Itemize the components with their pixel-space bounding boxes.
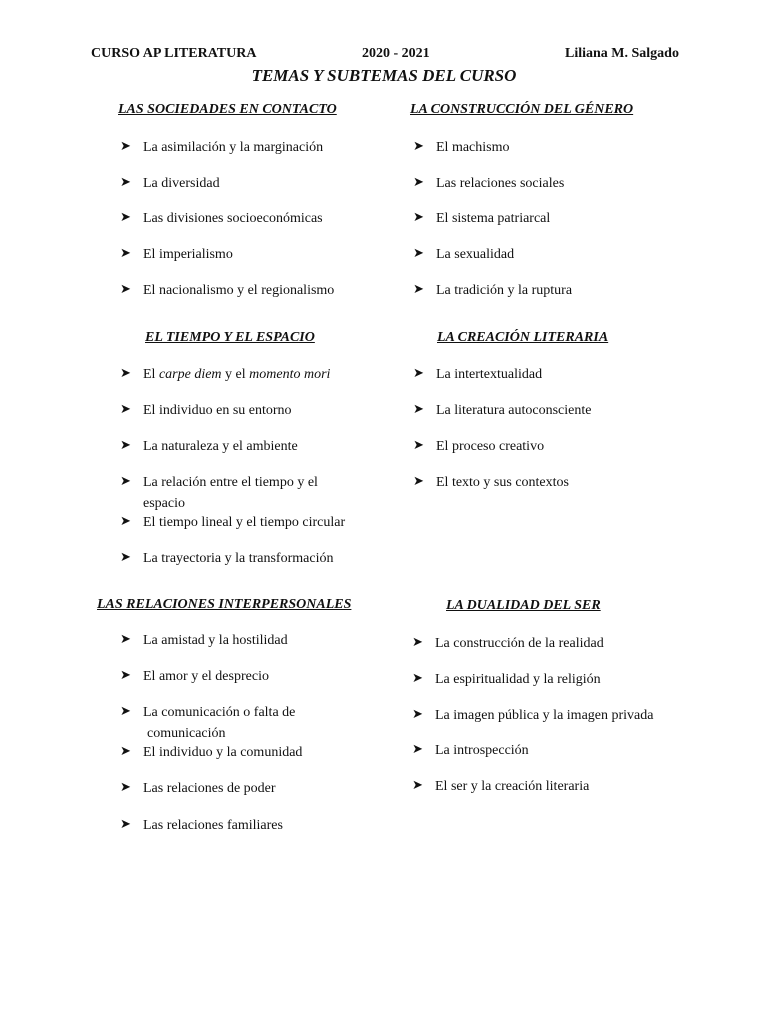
arrow-bullet-icon: ➤ <box>413 175 424 190</box>
arrow-bullet-icon: ➤ <box>120 246 131 261</box>
list-item: ➤ La trayectoria y la transformación <box>120 550 334 566</box>
arrow-bullet-icon: ➤ <box>120 210 131 225</box>
arrow-bullet-icon: ➤ <box>413 438 424 453</box>
list-item: ➤ El ser y la creación literaria <box>412 778 590 794</box>
arrow-bullet-icon: ➤ <box>120 366 131 381</box>
list-item: ➤ La intertextualidad <box>413 366 543 382</box>
section-title: LA DUALIDAD DEL SER <box>446 598 601 613</box>
list-item: ➤ Las relaciones de poder <box>120 780 276 796</box>
section-title: LA CREACIÓN LITERARIA <box>437 330 609 345</box>
list-item: ➤ El imperialismo <box>120 246 233 262</box>
list-item: ➤ Las relaciones sociales <box>413 175 565 191</box>
arrow-bullet-icon: ➤ <box>413 210 424 225</box>
arrow-bullet-icon: ➤ <box>413 366 424 381</box>
arrow-bullet-icon: ➤ <box>413 402 424 417</box>
teacher-name: Liliana M. Salgado <box>565 46 679 61</box>
arrow-bullet-icon: ➤ <box>413 139 424 154</box>
arrow-bullet-icon: ➤ <box>120 474 131 489</box>
list-item: ➤ El sistema patriarcal <box>413 210 551 226</box>
arrow-bullet-icon: ➤ <box>120 282 131 297</box>
list-item: ➤ La diversidad <box>120 175 220 191</box>
arrow-bullet-icon: ➤ <box>413 246 424 261</box>
arrow-bullet-icon: ➤ <box>120 668 131 683</box>
list-item: ➤ El nacionalismo y el regionalismo <box>120 282 335 298</box>
list-item: ➤ La tradición y la ruptura <box>413 282 573 298</box>
arrow-bullet-icon: ➤ <box>120 817 131 832</box>
school-year: 2020 - 2021 <box>362 46 430 61</box>
arrow-bullet-icon: ➤ <box>412 671 423 686</box>
list-item: ➤ La introspección <box>412 742 529 758</box>
section-title: EL TIEMPO Y EL ESPACIO <box>145 330 315 345</box>
section-title: LA CONSTRUCCIÓN DEL GÉNERO <box>410 102 634 117</box>
list-item: ➤ El individuo y la comunidad <box>120 744 303 760</box>
list-item: ➤ La imagen pública y la imagen privada <box>412 707 654 723</box>
list-item: ➤ La asimilación y la marginación <box>120 139 324 155</box>
list-item: ➤ El proceso creativo <box>413 438 545 454</box>
list-item: ➤ La construcción de la realidad <box>412 635 604 651</box>
list-item: ➤ El machismo <box>413 139 510 155</box>
list-item: ➤ La amistad y la hostilidad <box>120 632 288 648</box>
list-item: ➤ La comunicación o falta de comunicación <box>120 704 296 741</box>
page-title: TEMAS Y SUBTEMAS DEL CURSO <box>251 66 517 85</box>
arrow-bullet-icon: ➤ <box>412 778 423 793</box>
arrow-bullet-icon: ➤ <box>120 438 131 453</box>
list-item: ➤ La literatura autoconsciente <box>413 402 592 418</box>
list-item: ➤ La naturaleza y el ambiente <box>120 438 298 454</box>
arrow-bullet-icon: ➤ <box>120 744 131 759</box>
list-item: ➤ El carpe diem y el momento mori <box>120 366 331 382</box>
list-item: ➤ El individuo en su entorno <box>120 402 292 418</box>
list-item: ➤ Las relaciones familiares <box>120 817 283 833</box>
list-item: ➤ Las divisiones socioeconómicas <box>120 210 323 226</box>
arrow-bullet-icon: ➤ <box>120 704 131 719</box>
arrow-bullet-icon: ➤ <box>120 550 131 565</box>
course-name: CURSO AP LITERATURA <box>91 46 257 61</box>
section-title: LAS RELACIONES INTERPERSONALES <box>97 597 352 612</box>
arrow-bullet-icon: ➤ <box>120 632 131 647</box>
arrow-bullet-icon: ➤ <box>120 514 131 529</box>
arrow-bullet-icon: ➤ <box>412 707 423 722</box>
list-item: ➤ El amor y el desprecio <box>120 668 269 684</box>
list-item: ➤ El texto y sus contextos <box>413 474 569 490</box>
arrow-bullet-icon: ➤ <box>413 282 424 297</box>
arrow-bullet-icon: ➤ <box>120 402 131 417</box>
arrow-bullet-icon: ➤ <box>413 474 424 489</box>
arrow-bullet-icon: ➤ <box>412 742 423 757</box>
list-item: ➤ La espiritualidad y la religión <box>412 671 601 687</box>
arrow-bullet-icon: ➤ <box>120 175 131 190</box>
list-item: ➤ La relación entre el tiempo y el espacio <box>120 474 318 511</box>
arrow-bullet-icon: ➤ <box>120 780 131 795</box>
list-item: ➤ El tiempo lineal y el tiempo circular <box>120 514 346 530</box>
arrow-bullet-icon: ➤ <box>120 139 131 154</box>
list-item: ➤ La sexualidad <box>413 246 515 262</box>
arrow-bullet-icon: ➤ <box>412 635 423 650</box>
section-title: LAS SOCIEDADES EN CONTACTO <box>118 102 337 117</box>
